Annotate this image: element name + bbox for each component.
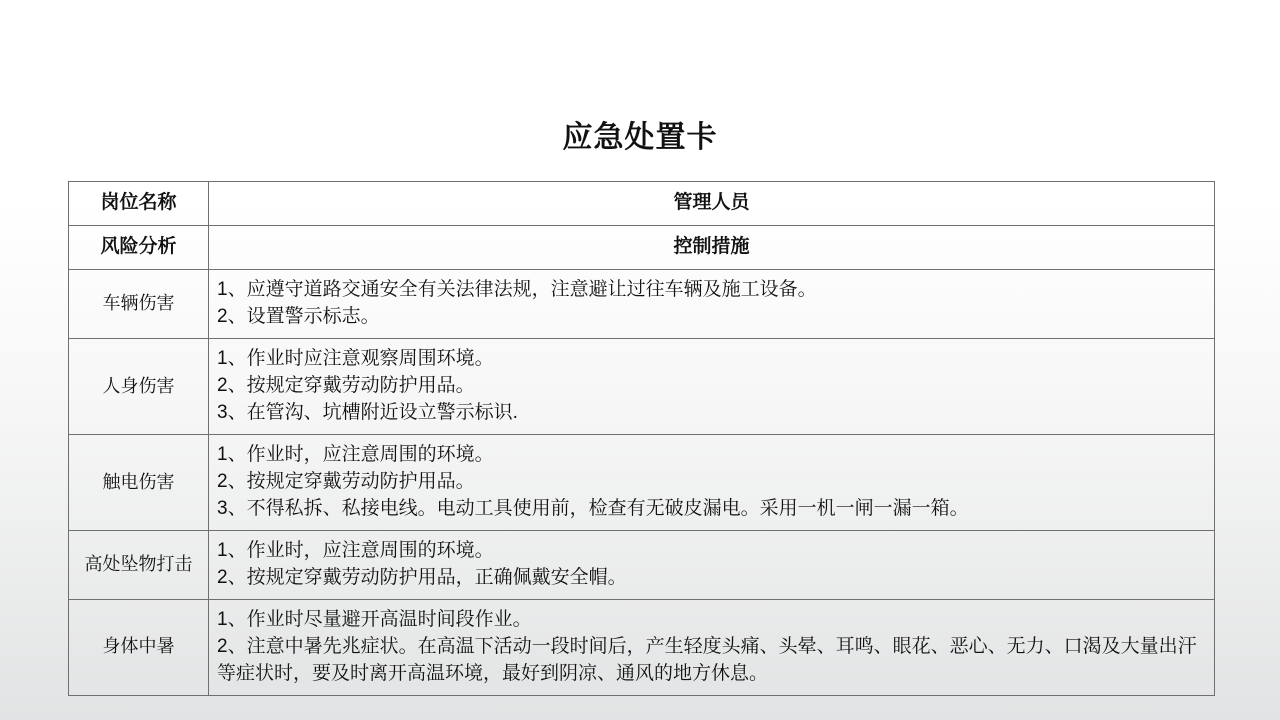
control-measures-header: 控制措施 [209,225,1215,269]
risk-measures [209,269,1215,338]
emergency-response-card-table [68,181,1215,696]
risk-name: 触电伤害 [69,434,209,530]
measure-item: 2、按规定穿戴劳动防护用品。 [217,471,475,493]
position-label: 岗位名称 [69,182,209,226]
measure-item: 1、作业时，应注意周围的环境。 [217,539,494,561]
measure-item: 1、作业时，应注意周围的环境。 [217,443,494,465]
measure-item: 2、按规定穿戴劳动防护用品。 [217,375,475,397]
measure-item: 1、作业时尽量避开高温时间段作业。 [217,608,532,630]
risk-name: 车辆伤害 [69,269,209,338]
measure-item: 2、注意中暑先兆症状。在高温下活动一段时间后，产生轻度头痛、头晕、耳鸣、眼花、恶心、无力、口渴及大量出汗等症状时，要及时离开高温环境，最好到阴凉、通风的地方休息。 [217,635,1197,685]
risk-name: 身体中暑 [69,599,209,695]
measure-item: 1、应遵守道路交通安全有关法律法规，注意避让过往车辆及施工设备。 [217,278,817,300]
table-row [69,530,1215,599]
table-row [69,269,1215,338]
table-row [69,599,1215,695]
risk-name: 人身伤害 [69,338,209,434]
risk-measures [209,530,1215,599]
measure-item: 3、在管沟、坑槽附近设立警示标识. [217,402,518,424]
table-row [69,434,1215,530]
measure-item: 2、按规定穿戴劳动防护用品，正确佩戴安全帽。 [217,567,627,589]
measure-item: 3、不得私拆、私接电线。电动工具使用前，检查有无破皮漏电。采用一机一闸一漏一箱。 [217,498,969,520]
table-row-column-headers [69,225,1215,269]
position-value: 管理人员 [209,182,1215,226]
risk-measures [209,599,1215,695]
risk-measures [209,338,1215,434]
page-title: 应急处置卡 [562,121,718,154]
measure-item: 1、作业时应注意观察周围环境。 [217,347,494,369]
risk-analysis-header: 风险分析 [69,225,209,269]
table-row-position [69,182,1215,226]
table-row [69,338,1215,434]
risk-measures [209,434,1215,530]
measure-item: 2、设置警示标志。 [217,306,380,328]
risk-name: 高处坠物打击 [69,530,209,599]
